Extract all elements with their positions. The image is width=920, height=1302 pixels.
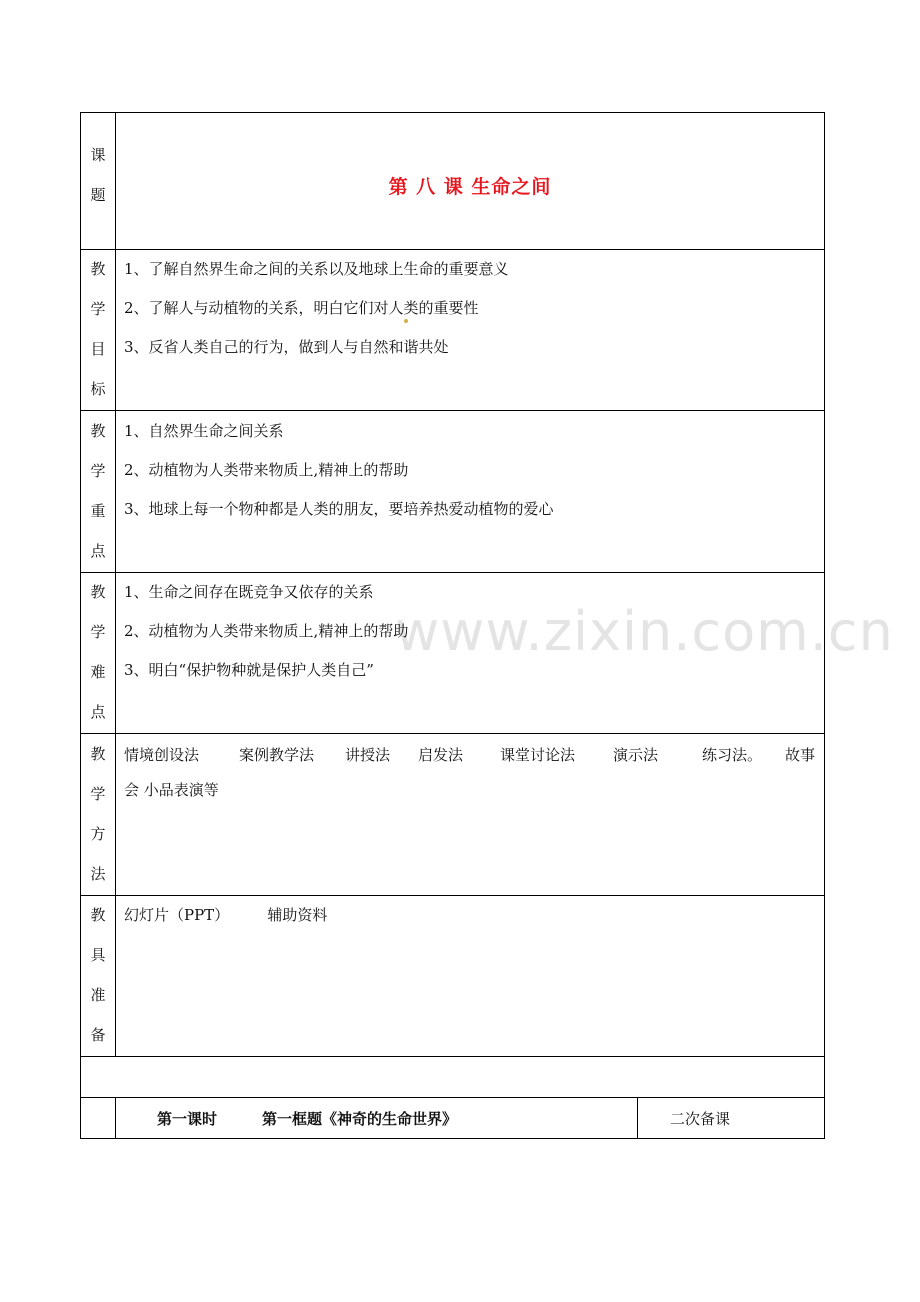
label-char: 准 [90,986,106,1004]
lesson-topic: 第一框题《神奇的生命世界》 [262,1110,458,1128]
methods-content [124,744,820,800]
difficulty-line: 2、动植物为人类带来物质上,精神上的帮助 [124,622,409,640]
methods-row [124,744,820,766]
difficulty-line: 3、明白“保护物种就是保护人类自己” [124,661,374,679]
row-label-key-points [81,424,115,559]
table-border-top [80,112,825,113]
watermark: www.zixin.com.cn [395,600,894,663]
row-divider [80,895,825,896]
label-char: 点 [90,542,106,560]
label-char: 课 [90,146,106,164]
objective-line: 2、了解人与动植物的关系，明白它们对人类的重要性 [124,299,479,317]
label-char: 重 [90,502,106,520]
method-item: 启发法 [418,746,464,764]
method-item: 课堂讨论法 [500,746,576,764]
materials-line: 幻灯片（PPT） 辅助资料 [124,906,328,924]
difficulties-content [124,581,408,698]
objective-line: 1、了解自然界生命之间的关系以及地球上生命的重要意义 [124,260,509,278]
label-char: 教 [90,745,106,763]
lesson-period: 第一课时 [157,1110,218,1128]
stray-mark [404,319,408,323]
method-item: 案例教学法 [239,746,315,764]
objective-line: 3、反省人类自己的行为，做到人与自然和谐共处 [124,338,449,356]
row-label-methods [81,747,115,882]
methods-continuation: 会 小品表演等 [124,781,219,799]
materials-content [124,904,327,943]
method-item: 故事 [785,746,816,764]
row-divider [80,733,825,734]
row-divider [80,249,825,250]
row-divider [80,1097,825,1098]
label-char: 学 [90,300,106,318]
label-column-divider [115,112,116,1057]
label-char: 难 [90,663,106,681]
row-label-difficulties [81,585,115,720]
label-char: 题 [90,186,106,204]
method-item: 练习法。 [702,746,763,764]
difficulty-line: 1、生命之间存在既竞争又依存的关系 [124,583,374,601]
label-char: 具 [90,946,106,964]
footer-column-divider [637,1097,638,1139]
row-label-objectives [81,262,115,397]
label-char: 备 [90,1026,106,1044]
label-char: 法 [90,865,106,883]
label-char: 学 [90,785,106,803]
label-char: 方 [90,825,106,843]
label-char: 目 [90,340,106,358]
row-divider [80,1056,825,1057]
method-item: 情境创设法 [124,746,200,764]
row-label-materials [81,908,115,1043]
label-char: 标 [90,380,106,398]
row-label-title [81,148,115,203]
label-char: 教 [90,906,106,924]
method-item: 演示法 [613,746,659,764]
row-divider [80,572,825,573]
key-point-line: 1、自然界生命之间关系 [124,422,284,440]
label-char: 教 [90,422,106,440]
key-points-content [124,420,554,537]
label-char: 教 [90,260,106,278]
objectives-content [124,258,509,375]
label-char: 学 [90,462,106,480]
lesson-title: 第 八 课 生命之间 [388,176,552,198]
label-char: 学 [90,623,106,641]
method-item: 讲授法 [345,746,391,764]
row-divider [80,410,825,411]
key-point-line: 2、动植物为人类带来物质上,精神上的帮助 [124,461,409,479]
table-border-bottom [80,1138,825,1139]
second-prep-label: 二次备课 [670,1110,731,1128]
label-char: 点 [90,703,106,721]
key-point-line: 3、地球上每一个物种都是人类的朋友，要培养热爱动植物的爱心 [124,500,554,518]
label-char: 教 [90,583,106,601]
footer-column-divider [115,1097,116,1139]
